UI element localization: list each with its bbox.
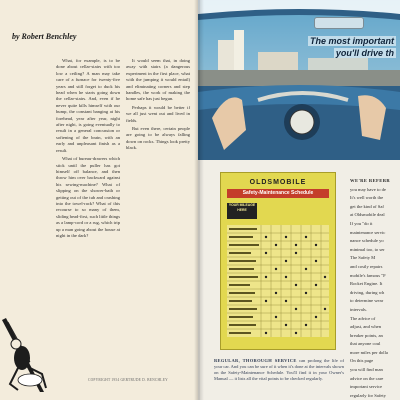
text-line: maintenance servic — [350, 229, 386, 235]
text-line: minimal too, to ser — [350, 246, 385, 252]
schedule-title: Safety-Maintenance Schedule — [227, 189, 329, 198]
caption-body: can prolong the life of your car. And you can be sure of it when it's done at the intervals shown on the Safety-Maintenance Schedule. You'll find it in your Owner's Manual — it lists all the vital points to be checked regularly. — [214, 358, 344, 381]
column-heading: WE'RE REFERR — [350, 178, 391, 183]
paragraph: But even there, certain people are going to be always falling down on rocks. Things look pretty black. — [126, 126, 190, 151]
text-line: mobile's famous "F — [350, 272, 386, 278]
article-column-2 — [126, 58, 190, 154]
article-column-3 — [350, 178, 398, 400]
text-line: to determine wear — [350, 298, 384, 304]
dashboard-photo — [198, 0, 400, 160]
schedule-mileage-box: YOUR MILEAGE HERE — [227, 203, 257, 219]
text-line: intervals. — [350, 306, 367, 312]
left-page — [0, 0, 198, 400]
schedule-grid — [227, 225, 329, 337]
article-column-1 — [56, 58, 120, 241]
text-line: regularly for Safety — [350, 392, 386, 398]
text-line: advice on the care — [350, 375, 384, 381]
paragraph: Perhaps it would be better if we all just went out and lived in fields. — [126, 104, 190, 123]
text-line: driving, during wh — [350, 289, 385, 295]
paragraph: What, for example, is to be done about cellar-stairs with too low a ceiling? A man may take care of a furnace for twenty-five years and still forget to duck his head when he starts going down the cellar-stairs. And, even if he never quite kills himself with our bump, the constant banging at his forehead, year after year, night after night, is going eventually to result in a general concussion or softening of the brain, with an early and unpleasant finish as a result. — [56, 58, 120, 153]
text-line: and costly repairs — [350, 263, 383, 269]
schedule-brand: OLDSMOBILE — [249, 179, 307, 186]
headline-line-2: you'll drive th — [335, 48, 394, 58]
dashboard-scene — [198, 0, 400, 160]
headline-line-1: The most important — [309, 36, 394, 46]
text-line: you may have to de — [350, 186, 386, 192]
text-line: you will find man — [350, 367, 383, 373]
text-line: The Safety M — [350, 255, 376, 261]
paragraph: What of bureau-drawers which stick until the puller has got himself off balance, and then throw him over backward against his sewing-machine? What of slipping on the shower-bath or getting out of the tub and crashing into the towel-rack? What of this recourse to so many of them, sliding head-first, such little things as a lamp-cord or a rug, which trip up a man going about the house at night in the dark? — [56, 156, 120, 238]
paragraph: It would seem that, in doing away with stairs (a dangerous experiment in the first place, what with the jumping it would entail) and eliminating corners and step handles, the work of making the home safe has just begun. — [126, 58, 190, 102]
text-line: breaker points, an — [350, 332, 383, 338]
copyright-notice: COPYRIGHT 1954 GERTRUDE D. BENCHLEY — [88, 378, 168, 382]
text-line: Rocket Engine. It — [350, 281, 383, 287]
text-line: The advice of — [350, 315, 376, 321]
safety-maintenance-schedule — [220, 172, 336, 350]
text-line: more miles per dolla — [350, 349, 388, 355]
right-page — [198, 0, 400, 400]
caption — [214, 358, 344, 382]
rearview-mirror — [314, 17, 364, 29]
text-line: at Oldsmobile deal — [350, 212, 385, 218]
text-line: adjust, and when — [350, 324, 382, 330]
text-line: that anyone coul — [350, 341, 381, 347]
text-line: important service — [350, 384, 383, 390]
text-line: nance schedule yo — [350, 238, 384, 244]
page-gutter — [194, 0, 204, 400]
text-line: If you "do it — [350, 220, 373, 226]
text-line: get the kind of Saf — [350, 203, 384, 209]
cartoon-falling-man-illustration — [0, 300, 60, 400]
text-line: On this page — [350, 358, 374, 364]
caption-lead: REGULAR, THOROUGH SERVICE — [214, 358, 297, 363]
text-line: It's well worth the — [350, 195, 384, 201]
byline: by Robert Benchley — [12, 32, 77, 41]
